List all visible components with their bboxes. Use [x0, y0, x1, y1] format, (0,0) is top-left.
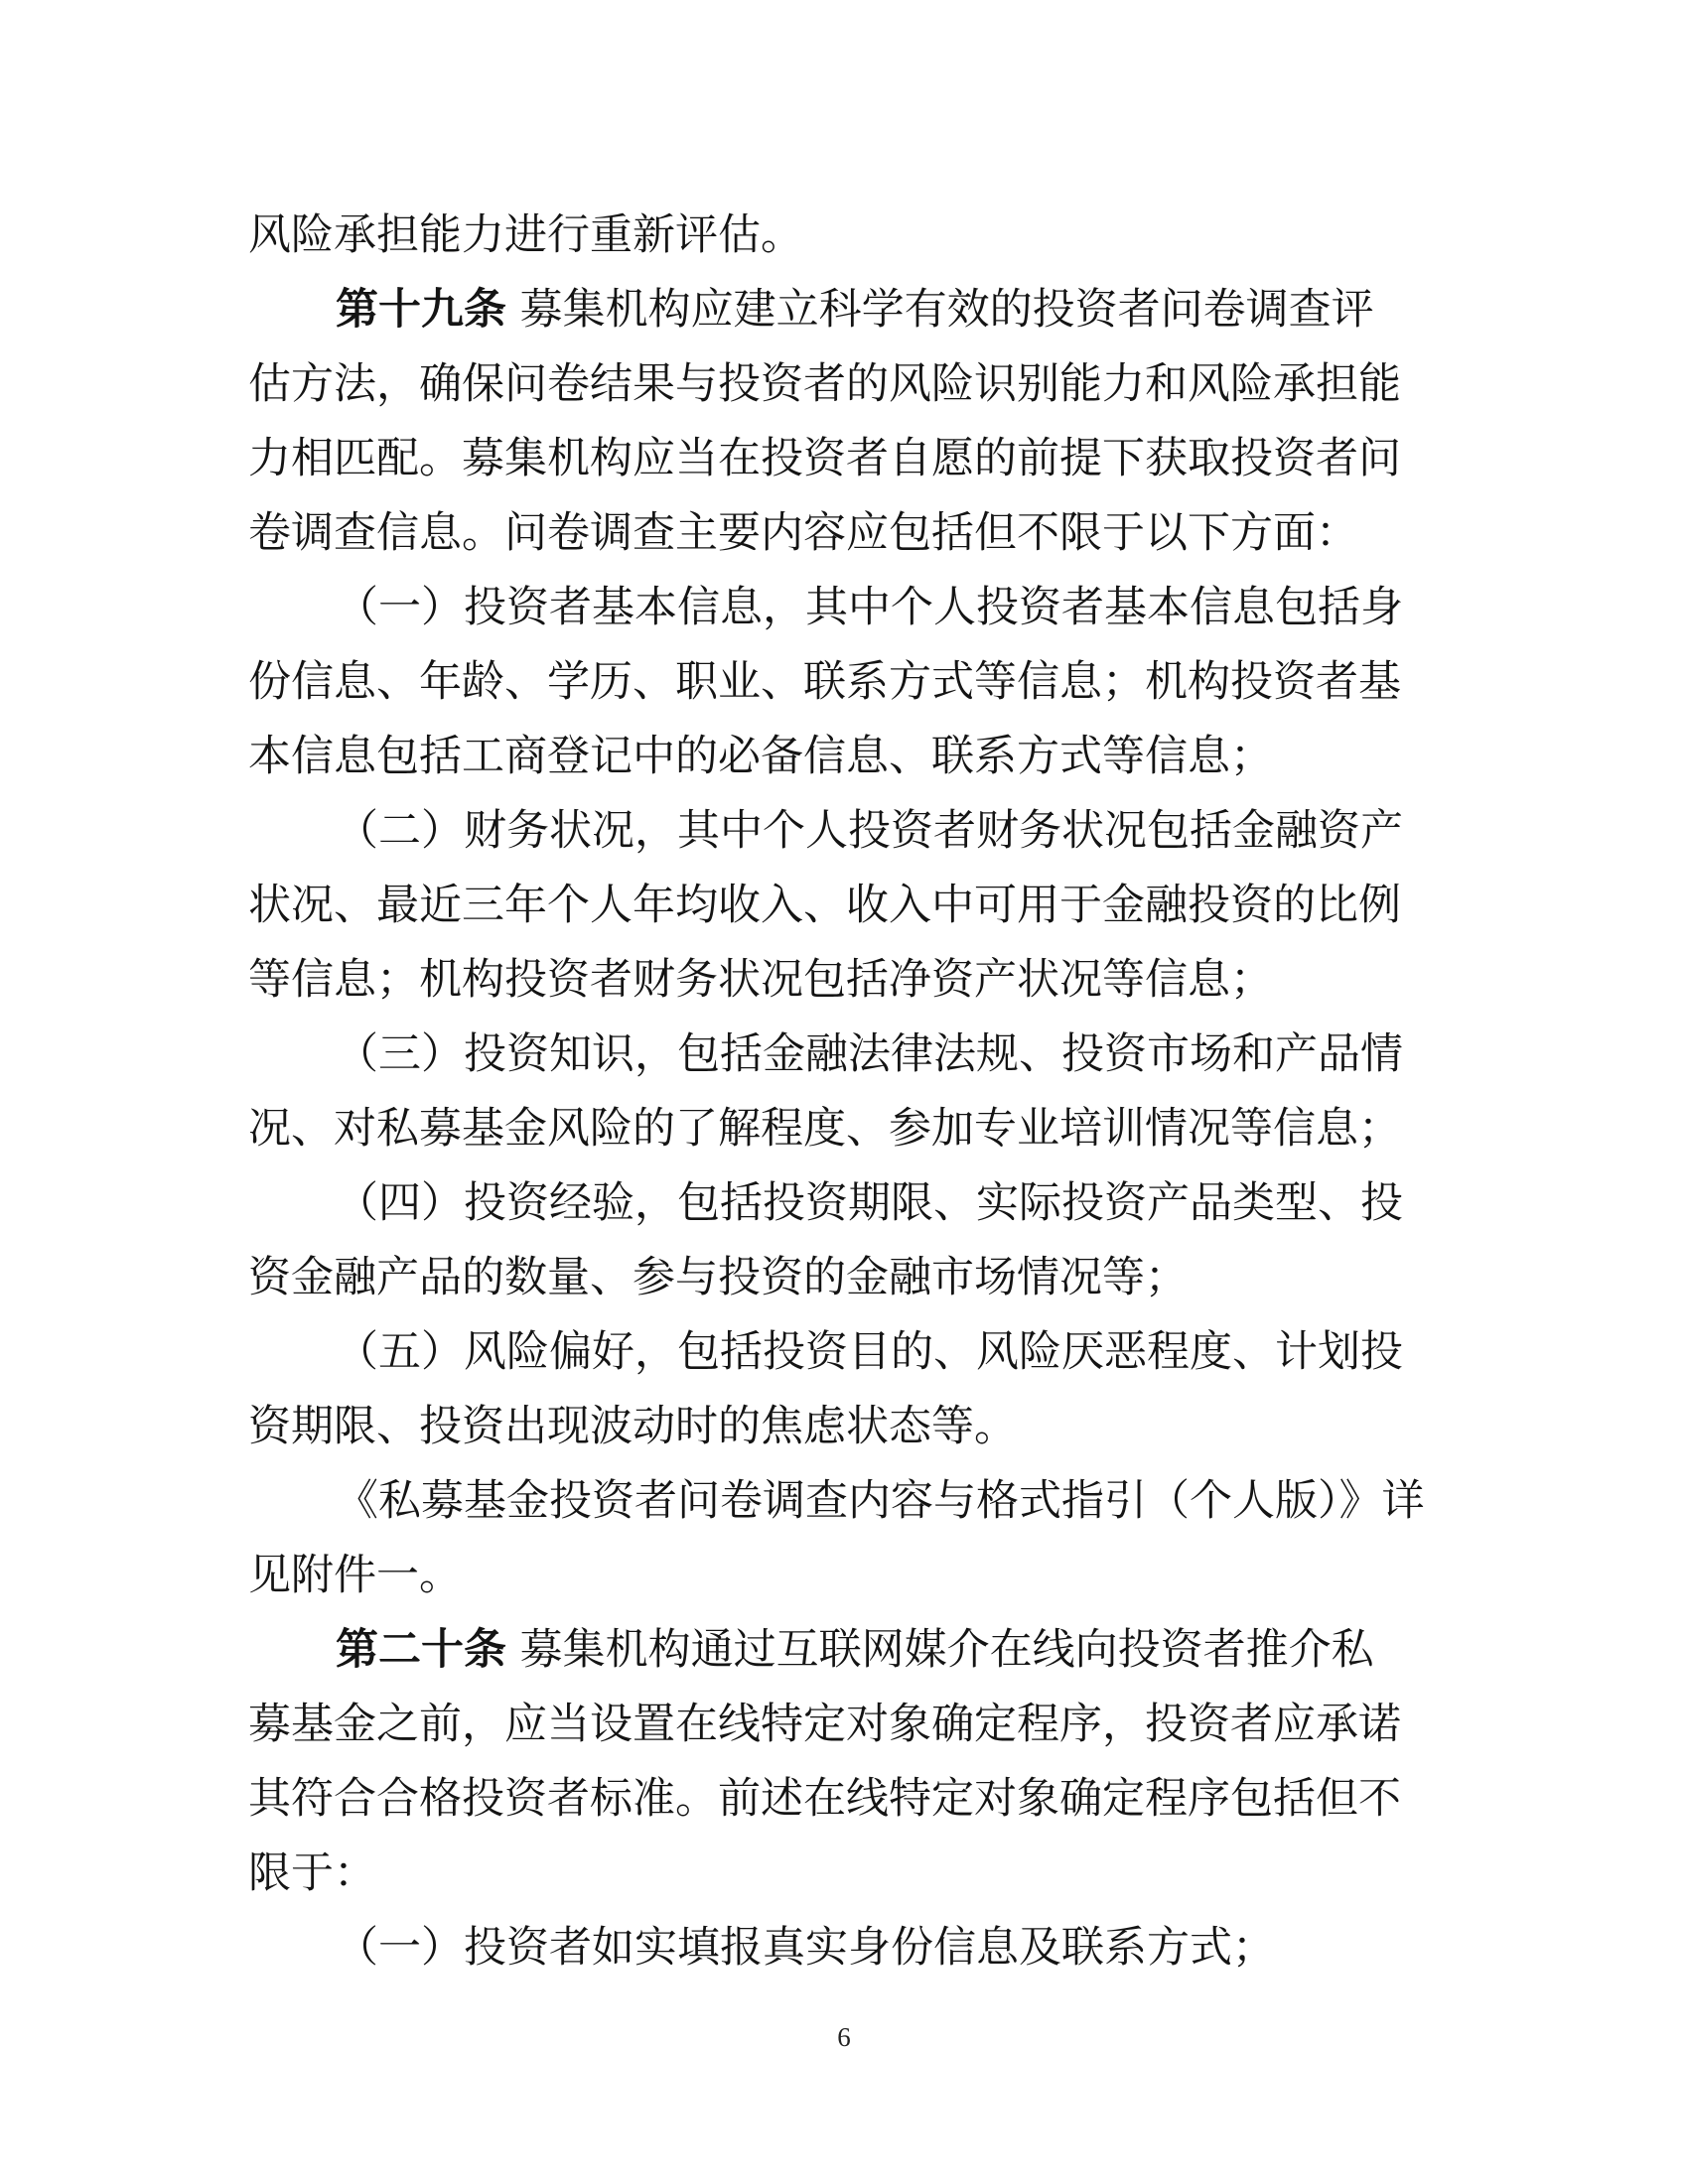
article-19-first-line: [248, 273, 1430, 347]
list-item-line: （五）风险偏好，包括投资目的、风险厌恶程度、计划投: [336, 1327, 1403, 1377]
text-line: 资期限、投资出现波动时的焦虑状态等。: [248, 1402, 1017, 1451]
document-body: [248, 199, 1430, 1985]
list-item-line: （四）投资经验，包括投资期限、实际投资产品类型、投: [336, 1178, 1403, 1228]
text-line: 份信息、年龄、学历、职业、联系方式等信息；机构投资者基: [248, 657, 1401, 707]
text-line: 估方法，确保问卷结果与投资者的风险识别能力和风险承担能: [248, 359, 1401, 409]
text-line: 况、对私募基金风险的了解程度、参加专业培训情况等信息；: [248, 1104, 1401, 1154]
text-line: 募基金之前，应当设置在线特定对象确定程序，投资者应承诺: [248, 1700, 1401, 1749]
text-line: 等信息；机构投资者财务状况包括净资产状况等信息；: [248, 955, 1273, 1005]
text-line: 《私募基金投资者问卷调查内容与格式指引（个人版）》详: [336, 1476, 1425, 1526]
text-line: 其符合合格投资者标准。前述在线特定对象确定程序包括但不: [248, 1774, 1401, 1824]
list-item-line: （三）投资知识，包括金融法律法规、投资市场和产品情: [336, 1029, 1403, 1079]
article-20-heading: 第二十条: [336, 1625, 506, 1675]
text-line: 资金融产品的数量、参与投资的金融市场情况等；: [248, 1253, 1188, 1302]
text-line: 见附件一。: [248, 1551, 462, 1600]
page-number: 6: [837, 2022, 851, 2052]
text-line: 力相匹配。募集机构应当在投资者自愿的前提下获取投资者问: [248, 434, 1401, 483]
text-line: 本信息包括工商登记中的必备信息、联系方式等信息；: [248, 732, 1273, 781]
text-line: 风险承担能力进行重新评估。: [248, 210, 803, 260]
article-20-first-line: [248, 1613, 1430, 1688]
list-item-line: （一）投资者如实填报真实身份信息及联系方式；: [336, 1923, 1275, 1973]
text-line: 状况、最近三年个人年均收入、收入中可用于金融投资的比例: [248, 881, 1401, 930]
text-line: 卷调查信息。问卷调查主要内容应包括但不限于以下方面：: [248, 508, 1358, 558]
article-19-heading: 第十九条: [336, 285, 506, 335]
list-item-line: （一）投资者基本信息，其中个人投资者基本信息包括身: [336, 583, 1403, 632]
text-line: 募集机构通过互联网媒介在线向投资者推介私: [519, 1625, 1374, 1675]
text-line: 限于：: [248, 1848, 376, 1898]
text-line: 募集机构应建立科学有效的投资者问卷调查评: [519, 285, 1374, 335]
list-item-line: （二）财务状况，其中个人投资者财务状况包括金融资产: [336, 806, 1403, 856]
